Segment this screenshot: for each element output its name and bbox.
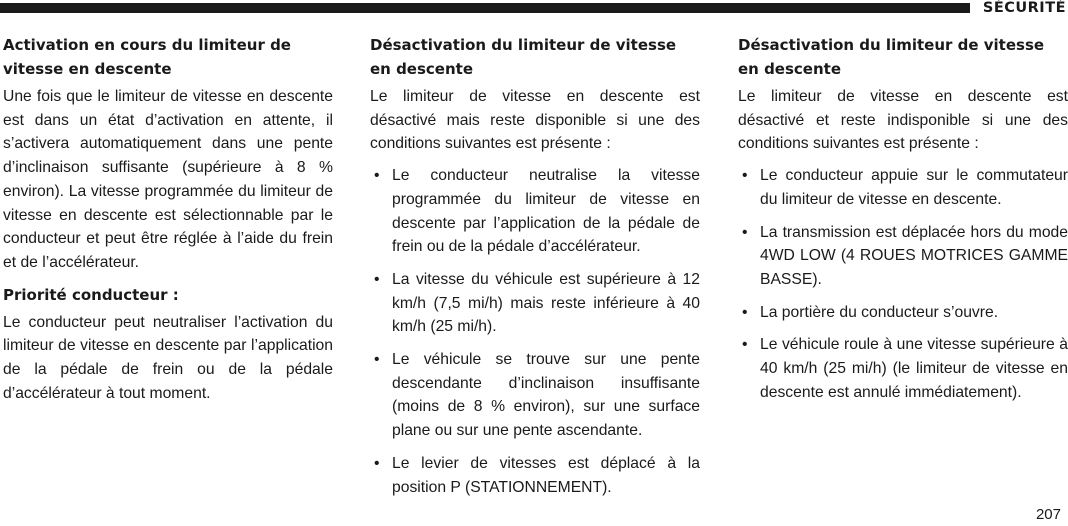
list-item xyxy=(738,221,1068,292)
heading-deactivation-unavailable: Désactivation du limiteur de vitesse en descente xyxy=(738,36,1045,78)
paragraph-activation: Une fois que le limiteur de vitesse en descente est dans un état d’activation en attente, il s’activera automatiquement dans une pente d’inclinaison suffisante (supérieure à 8 % environ). La vitesse programmée du limiteur de vitesse en descente est sélectionnable par le conducteur et peut être réglée à l’aide du frein et de l’accélérateur. xyxy=(3,88,333,271)
conditions-list-available xyxy=(370,164,700,499)
header-rule xyxy=(0,3,970,13)
column-right xyxy=(738,33,1068,413)
list-item xyxy=(370,452,700,499)
list-item-text: La transmission est déplacée hors du mode 4WD LOW (4 ROUES MOTRICES GAMME BASSE). xyxy=(760,223,1068,288)
bullet-icon: • xyxy=(742,223,748,241)
bullet-icon: • xyxy=(374,270,380,288)
list-item-text: Le véhicule se trouve sur une pente descendante d’inclinaison insuffisante (moins de 8 % environ), sur une surface plane ou sur une pente ascendante. xyxy=(392,351,700,440)
page-number: 207 xyxy=(1035,506,1061,523)
list-item-text: La portière du conducteur s’ouvre. xyxy=(760,303,999,321)
bullet-icon: • xyxy=(374,351,380,369)
list-item xyxy=(370,164,700,259)
list-item-text: Le levier de vitesses est déplacé à la position P (STATIONNEMENT). xyxy=(392,454,700,496)
paragraph-deactivation-available: Le limiteur de vitesse en descente est désactivé mais reste disponible si une des conditions suivantes est présente : xyxy=(370,88,700,153)
bullet-icon: • xyxy=(742,167,748,185)
bullet-icon: • xyxy=(742,336,748,354)
list-item xyxy=(738,164,1068,211)
bullet-icon: • xyxy=(742,303,748,321)
list-item-text: Le véhicule roule à une vitesse supérieure à 40 km/h (25 mi/h) (le limiteur de vitesse en descente est annulé immédiatement). xyxy=(760,336,1068,401)
paragraph-deactivation-unavailable: Le limiteur de vitesse en descente est désactivé et reste indisponible si une des conditions suivantes est présente : xyxy=(738,88,1068,153)
conditions-list-unavailable xyxy=(738,164,1068,404)
list-item-text: Le conducteur neutralise la vitesse programmée du limiteur de vitesse en descente par l’application de la pédale de frein ou de la pédale d’accélérateur. xyxy=(392,167,700,256)
list-item xyxy=(738,301,1068,325)
column-middle xyxy=(370,33,700,508)
list-item xyxy=(370,268,700,339)
bullet-icon: • xyxy=(374,454,380,472)
list-item-text: Le conducteur appuie sur le commutateur du limiteur de vitesse en descente. xyxy=(760,167,1068,208)
section-title: SÉCURITÉ xyxy=(982,0,1066,16)
list-item xyxy=(738,333,1068,404)
list-item-text: La vitesse du véhicule est supérieure à 12 km/h (7,5 mi/h) mais reste inférieure à 40 km/h (25 mi/h). xyxy=(392,270,700,336)
bullet-icon: • xyxy=(374,167,380,185)
column-left xyxy=(3,33,333,413)
heading-deactivation-available: Désactivation du limiteur de vitesse en descente xyxy=(370,36,677,78)
list-item xyxy=(370,348,700,443)
paragraph-driver-priority: Le conducteur peut neutraliser l’activation du limiteur de vitesse en descente par l’application de la pédale de frein ou de la pédale d’accélérateur à tout moment. xyxy=(3,313,333,402)
heading-driver-priority: Priorité conducteur : xyxy=(3,285,179,304)
heading-activation: Activation en cours du limiteur de vitesse en descente xyxy=(3,36,291,78)
